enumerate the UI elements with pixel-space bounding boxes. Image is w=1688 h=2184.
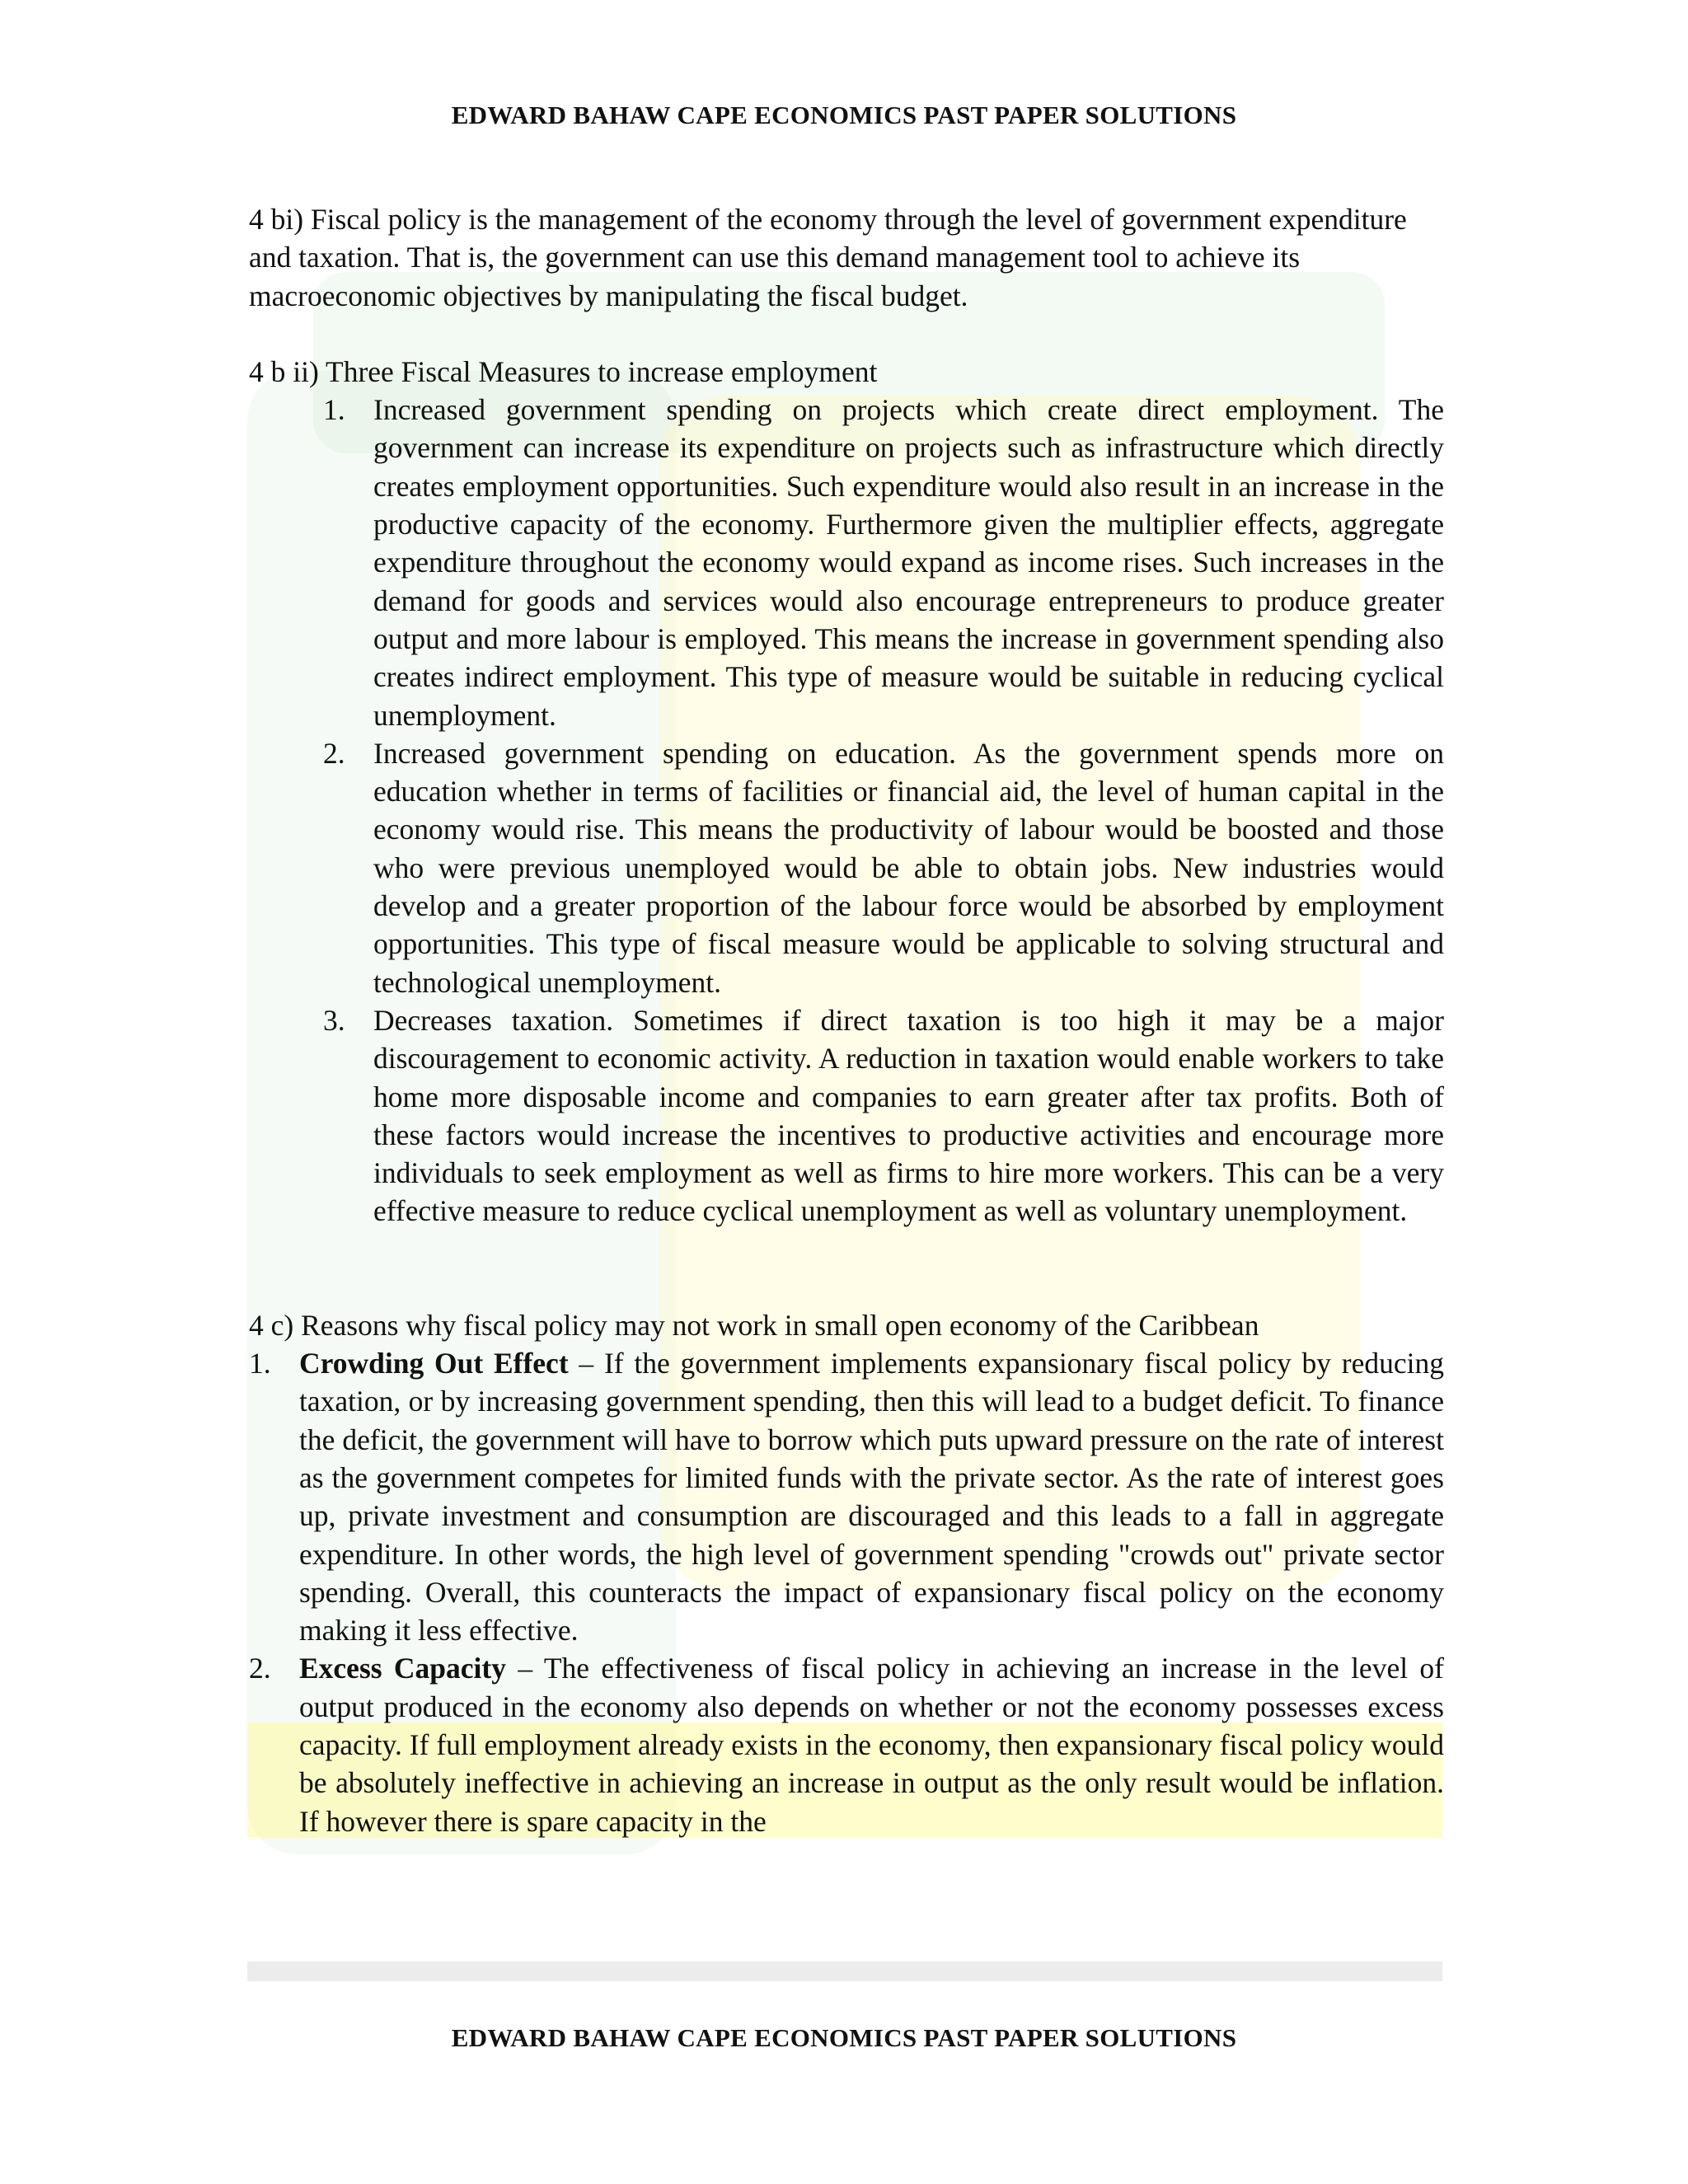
list-item-number: 1. — [323, 393, 345, 427]
watermark-bottom-strip — [247, 1961, 1442, 1981]
list-item-number: 3. — [323, 1003, 345, 1037]
list-item-text: – The effectiveness of fiscal policy in achieving an increase in the level of output produced in the economy also depends on whether or not the economy possesses excess capacity. If full employment already exists in the economy, then expansionary fiscal policy would be absolutely ineffective in achieving an increase in output as the only result would be inflation. If however there is spare capacity in the — [299, 1652, 1444, 1838]
page-footer: EDWARD BAHAW CAPE ECONOMICS PAST PAPER SOLUTIONS — [451, 2023, 1237, 2052]
list-item-number: 1. — [249, 1347, 271, 1380]
page-header: EDWARD BAHAW CAPE ECONOMICS PAST PAPER SOLUTIONS — [451, 101, 1237, 129]
list-item — [249, 391, 1444, 734]
list-item-term: Excess Capacity — [299, 1652, 506, 1685]
list-item — [249, 1649, 1444, 1840]
list-item — [249, 1001, 1444, 1230]
list-item — [249, 734, 1444, 1001]
list-item-number: 2. — [249, 1652, 271, 1685]
section-bii-heading: 4 b ii) Three Fiscal Measures to increase employment — [249, 354, 878, 388]
list-item-term: Crowding Out Effect — [299, 1347, 569, 1380]
section-bi-paragraph: 4 bi) Fiscal policy is the management of the economy through the level of government expenditure and taxation. That is, the government can use this demand management tool to achieve its macroeconomic objectives by manipulating the fiscal budget. — [249, 203, 1407, 312]
section-c-heading: 4 c) Reasons why fiscal policy may not work in small open economy of the Caribbean — [249, 1308, 1259, 1342]
spacer — [249, 1230, 1444, 1306]
list-item-text: Increased government spending on projects which create direct employment. The government can increase its expenditure on projects such as infrastructure which directly creates employment opportunities. Such expenditure would also result in an increase in the productive capacity of the economy. Furthermore given the multiplier effects, aggregate expenditure throughout the economy would expand as income rises. Such increases in the demand for goods and services would also encourage entrepreneurs to produce greater output and more labour is employed. This means the increase in government spending also creates indirect employment. This type of measure would be suitable in reducing cyclical unemployment. — [373, 393, 1444, 732]
spacer — [249, 315, 1444, 353]
list-item-text: Decreases taxation. Sometimes if direct taxation is too high it may be a major discouragement to economic activity. A reduction in taxation would enable workers to take home more disposable income and companies to earn greater after tax profits. Both of these factors would increase the incentives to productive activities and encourage more individuals to seek employment as well as firms to hire more workers. This can be a very effective measure to reduce cyclical unemployment as well as voluntary unemployment. — [373, 1003, 1444, 1228]
list-item-text: Increased government spending on education. As the government spends more on education whether in terms of facilities or financial aid, the level of human capital in the economy would rise. This means the productivity of labour would be boosted and those who were previous unemployed would be able to obtain jobs. New industries would develop and a greater proportion of the labour force would be absorbed by employment opportunities. This type of fiscal measure would be applicable to solving structural and technological unemployment. — [373, 736, 1444, 999]
list-item — [249, 1344, 1444, 1649]
fiscal-measures-list — [249, 391, 1444, 1230]
list-item-number: 2. — [323, 736, 345, 770]
list-item-text: – If the government implements expansionary fiscal policy by reducing taxation, or by increasing government spending, then this will lead to a budget deficit. To finance the deficit, the government will have to borrow which puts upward pressure on the rate of interest as the government competes for limited funds with the private sector. As the rate of interest goes up, private investment and consumption are discouraged and this leads to a fall in aggregate expenditure. In other words, the high level of government spending "crowds out" private sector spending. Overall, this counteracts the impact of expansionary fiscal policy on the economy making it less effective. — [299, 1347, 1444, 1647]
page-content — [249, 200, 1444, 1840]
fiscal-policy-limitations-list — [249, 1344, 1444, 1840]
